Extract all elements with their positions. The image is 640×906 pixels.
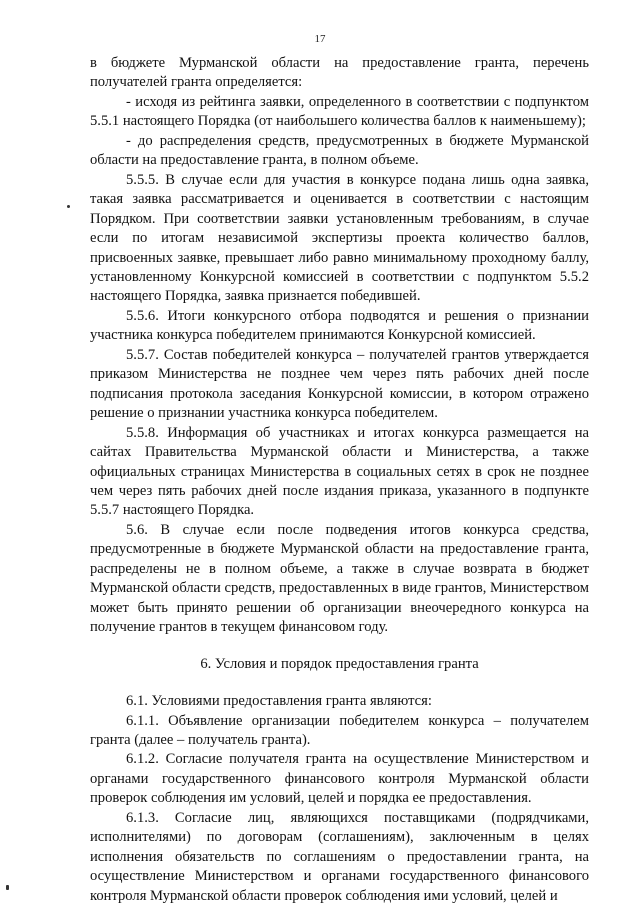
- scan-speck: [67, 205, 70, 208]
- paragraph: 5.6. В случае если после подведения итогов конкурса средства, предусмотренные в бюджете Мурманской области на предоставление гранта, распределены не в полном объеме, а также в случае возврата в бюджет Мурманской области средств, предоставленных в виде грантов, Министерством может быть принято решении об организации внеочередного конкурса на получение грантов в текущем финансовом году.: [90, 521, 589, 636]
- section-5-text: [90, 54, 589, 638]
- paragraph: 5.5.5. В случае если для участия в конкурсе подана лишь одна заявка, такая заявка рассматривается и оценивается в соответствии с настоящим Порядком. При соответствии заявки установленным требованиям, в случае если по итогам независимой экспертизы проекта количество баллов, присвоенных заявке, превышает либо равно минимальному проходному баллу, установленному Конкурсной комиссией в соответствии с подпунктом 5.5.2 настоящего Порядка, заявка признается победившей.: [90, 171, 589, 305]
- page-number: 17: [314, 33, 326, 45]
- paragraph: 6.1.1. Объявление организации победителем конкурса – получателем гранта (далее – получатель гранта).: [90, 712, 589, 748]
- document-body: [90, 54, 589, 906]
- paragraph: 6.1. Условиями предоставления гранта являются:: [126, 693, 432, 710]
- paragraph: - до распределения средств, предусмотренных в бюджете Мурманской области на предоставление гранта, в полном объеме.: [90, 132, 589, 169]
- paragraph: 5.5.7. Состав победителей конкурса – получателей грантов утверждается приказом Министерства не позднее чем через пять рабочих дней после подписания протокола заседания Конкурсной комиссии, в котором отражено решение о признании участника конкурса победителем.: [90, 346, 589, 422]
- paragraph: - исходя из рейтинга заявки, определенного в соответствии с подпунктом 5.5.1 настоящего Порядка (от наибольшего количества баллов к наименьшему);: [90, 93, 589, 130]
- paragraph: 6.1.3. Согласие лиц, являющихся поставщиками (подрядчиками, исполнителями) по договорам (соглашениям), заключенным в целях исполнения обязательств по соглашениям о предоставлении гранта, на осуществление Министерством и органами государственного финансового контроля Мурманской области проверок соблюдения ими условий, целей и: [90, 809, 589, 904]
- paragraph: в бюджете Мурманской области на предоставление гранта, перечень получателей гранта определяется:: [90, 55, 589, 91]
- section-heading: 6. Условия и порядок предоставления гранта: [200, 655, 479, 672]
- paragraph: 5.5.6. Итоги конкурсного отбора подводятся и решения о признании участника конкурса победителем принимаются Конкурсной комиссией.: [90, 307, 589, 344]
- paragraph: 5.5.8. Информация об участниках и итогах конкурса размещается на сайтах Правительства Мурманской области и Министерства, а также официальных страницах Министерства в социальных сетях в срок не позднее чем через пять рабочих дней после издания приказа, указанного в подпункте 5.5.7 настоящего Порядка.: [90, 424, 589, 519]
- scan-speck: [6, 885, 9, 890]
- paragraph: 6.1.2. Согласие получателя гранта на осуществление Министерством и органами государственного финансового контроля Мурманской области проверок соблюдения им условий, целей и порядка ее предоставления.: [90, 751, 589, 807]
- section-6-text: [90, 692, 589, 906]
